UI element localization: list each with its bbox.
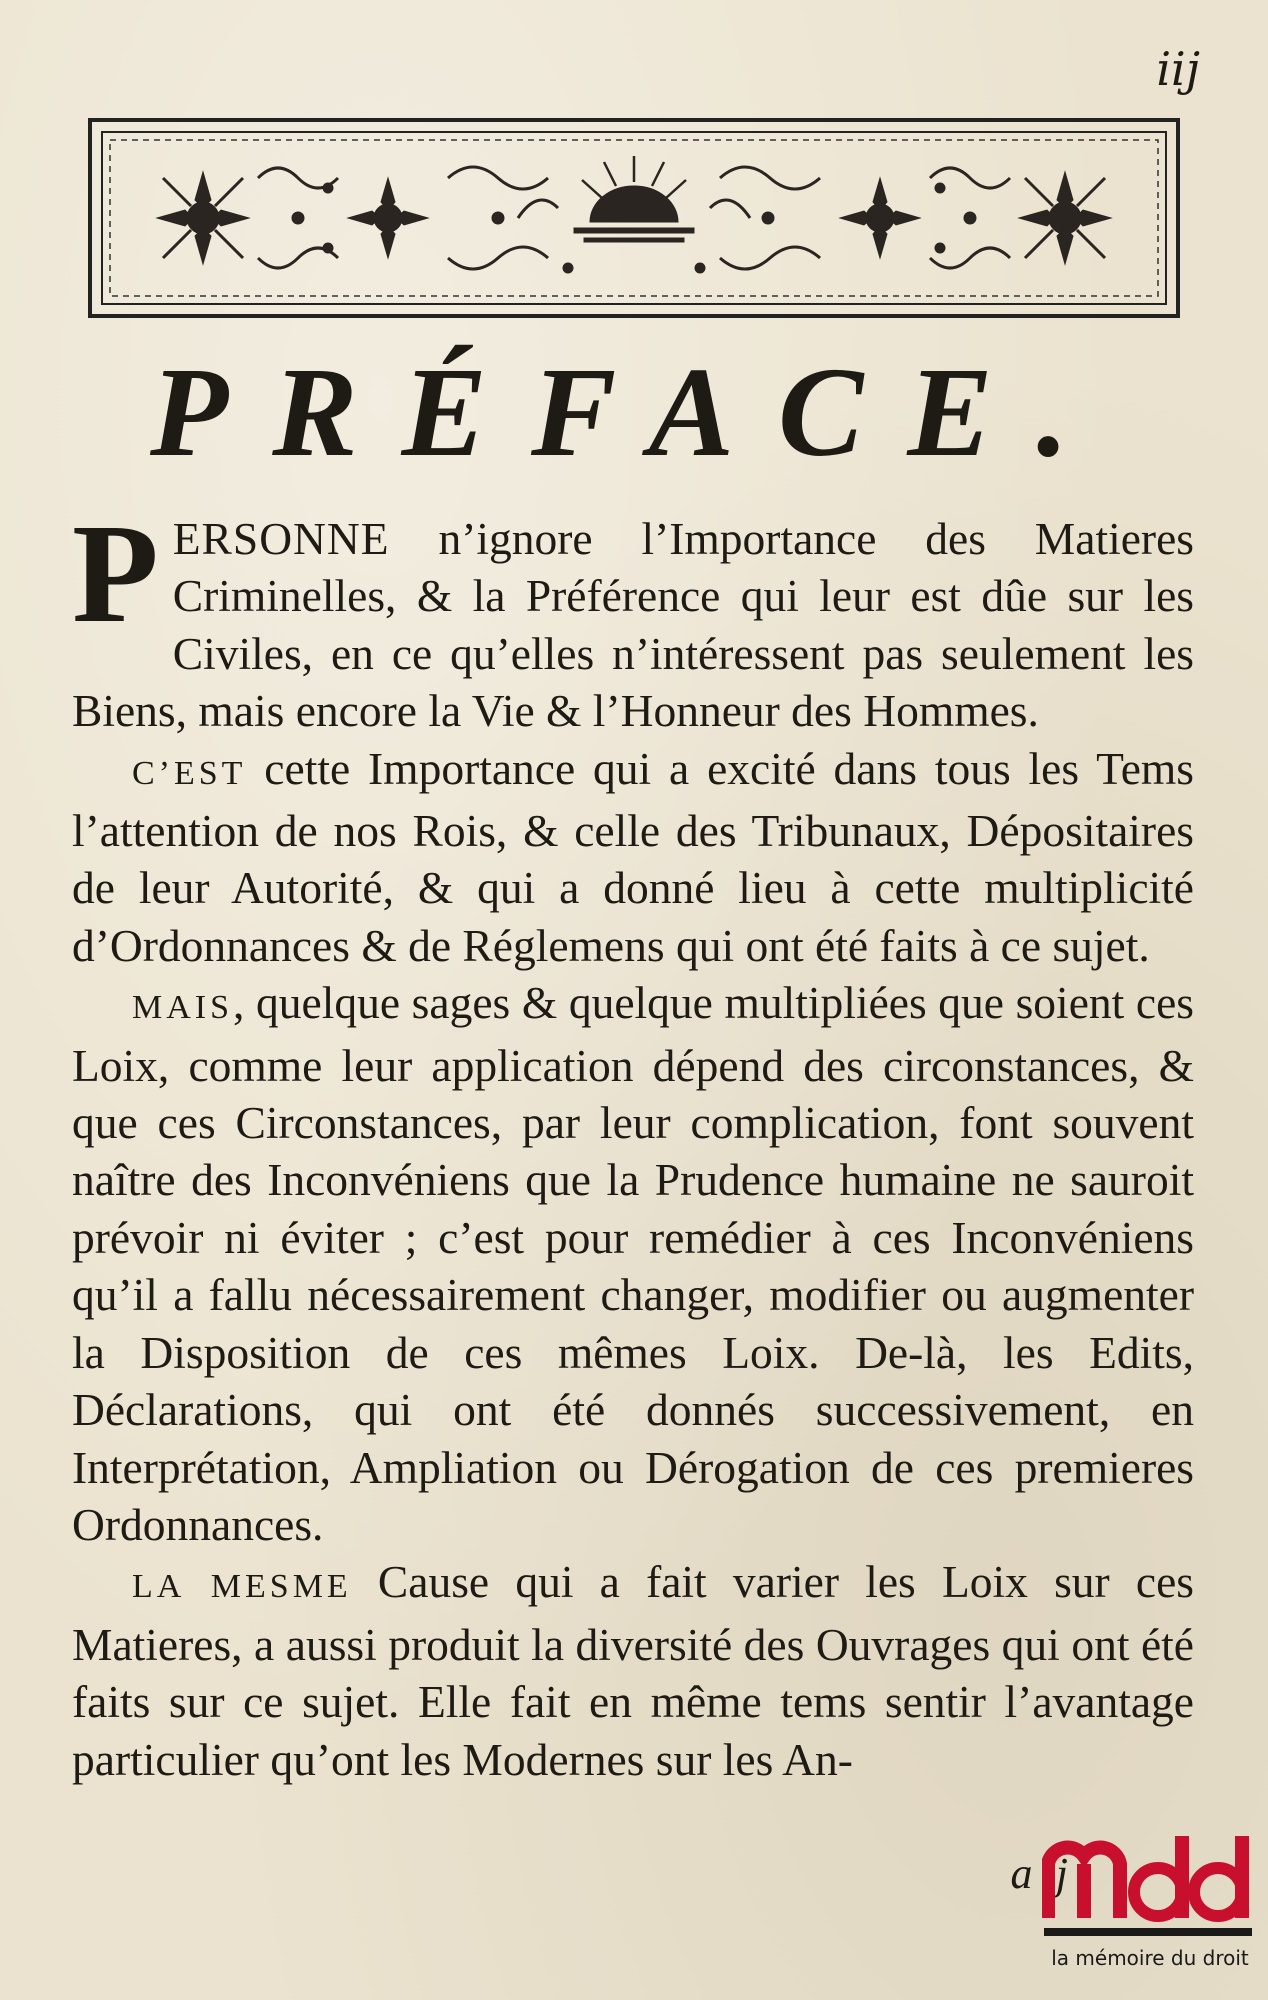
paragraph-text: cette Importance qui a excité dans tous les Tems l’attention de nos Rois, & celle des Tribunaux, Dépositaires de leur Autorité, & qui a donné lieu à cette multiplicité d’Ordonnances & de Réglemens qui ont été faits à ce sujet. [72,742,1194,971]
paragraph-2 [72,740,1194,975]
paragraph-text: , quelque sages & quelque multipliées que soient ces Loix, comme leur application dépend des circonstances, & que ces Circonstances, par leur complication, font souvent naître des Inconvéniens que la Prudence humaine ne sauroit prévoir ni éviter ; c’est pour remédier à ces Inconvéniens qu’il a fallu nécessairement changer, modifier ou augmenter la Disposition de ces mêmes Loix. De-là, les Edits, Déclarations, qui ont été donnés successivement, en Interprétation, Ampliation ou Dérogation de ces premieres Ordonnances. [72,977,1194,1550]
paragraph-text: n’ignore l’Importance des Matieres Criminelles, & la Préférence qui leur est dûe sur les Civiles, en ce qu’elles n’intéressent pas seulement les Biens, mais encore la Vie & l’Honneur des Hommes. [72,513,1194,737]
mdd-logo[interactable] [1040,1830,1260,1995]
logo-bar [1044,1928,1252,1936]
paragraph-4 [72,1553,1194,1788]
ornamental-headpiece [88,118,1180,318]
logo-caption: la mémoire du droit [1051,1946,1249,1970]
mdd-logo-icon [1042,1830,1254,1922]
paragraph-1 [72,494,1194,740]
signature-mark: a ij [1010,1849,1068,1898]
paragraph-text: Cause qui a fait varier les Loix sur ces Matieres, a aussi produit la diversité des Ouvrages qui ont été faits sur ce sujet. Elle fait en même tems sentir l’avantage particulier qu’ont les Modernes sur les An- [72,1556,1195,1785]
paragraph-3 [72,974,1194,1553]
lead-word: MAIS [132,989,234,1027]
lead-word: LA MESME [132,1568,352,1606]
page-number: iij [1156,42,1200,96]
preface-text [72,494,1195,1788]
lead-word: ERSONNE [172,513,390,564]
lead-word: C’EST [132,754,247,792]
drop-cap: P [72,494,159,652]
page-title: PRÉFACE. [150,341,1113,483]
